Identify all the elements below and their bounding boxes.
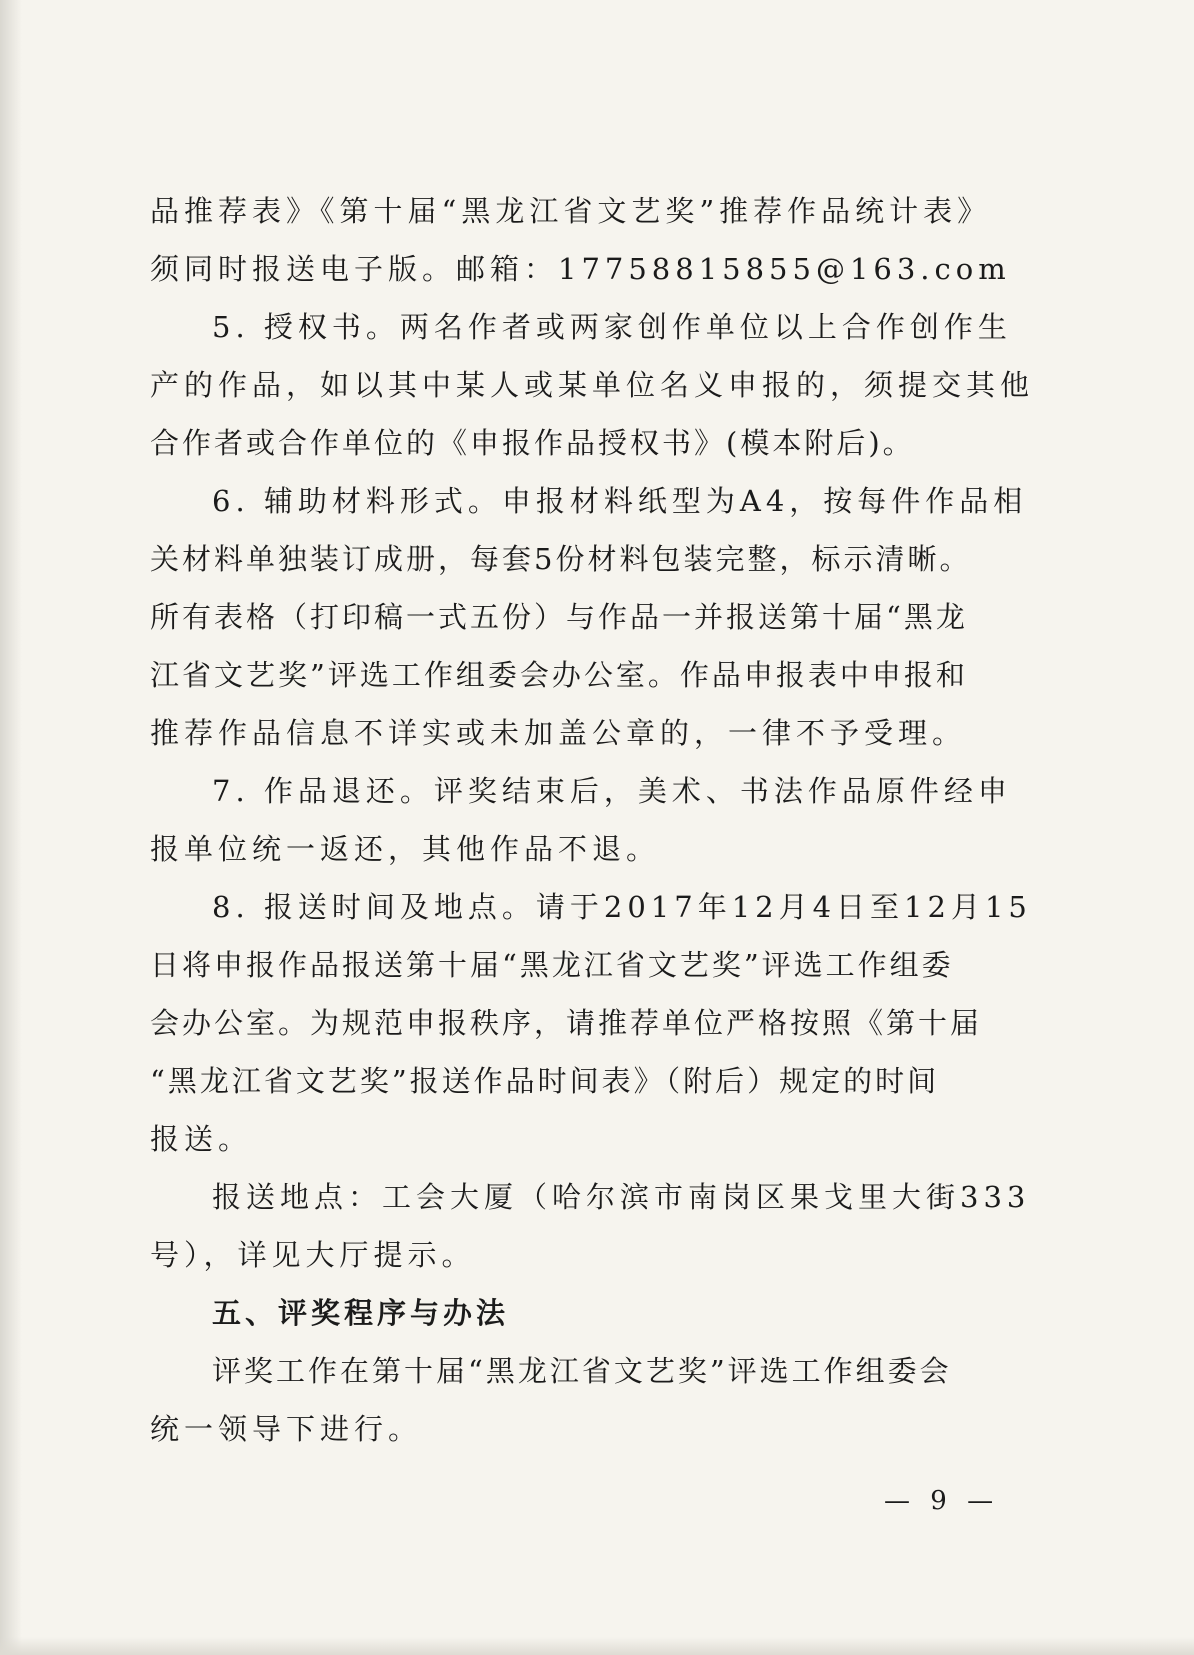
address-line: 报送地点：工会大厦（哈尔滨市南岗区果戈里大街333 [212, 1180, 1031, 1214]
page-number: — 9 — [884, 1486, 1000, 1516]
item-6-heading-line: 6. 辅助材料形式。申报材料纸型为A4，按每件作品相 [212, 484, 1028, 518]
text-line: 关材料单独装订成册，每套5份材料包装完整，标示清晰。 [150, 542, 972, 576]
text-line: 评奖工作在第十届“黑龙江省文艺奖”评选工作组委会 [212, 1354, 952, 1388]
text-line: 品推荐表》《第十届“黑龙江省文艺奖”推荐作品统计表》 [150, 194, 992, 228]
text-line: “黑龙江省文艺奖”报送作品时间表》（附后）规定的时间 [150, 1064, 940, 1098]
scan-edge-bottom [0, 1637, 1194, 1655]
text-line: 推荐作品信息不详实或未加盖公章的，一律不予受理。 [150, 716, 967, 750]
item-7-heading-line: 7. 作品退还。评奖结束后，美术、书法作品原件经申 [212, 774, 1012, 808]
text-line: 江省文艺奖”评选工作组委会办公室。作品申报表中申报和 [150, 658, 968, 692]
document-body [150, 182, 1035, 1458]
text-line: 所有表格（打印稿一式五份）与作品一并报送第十届“黑龙 [150, 600, 968, 634]
text-line: 合作者或合作单位的《申报作品授权书》(模本附后)。 [150, 426, 915, 460]
text-line: 号），详见大厅提示。 [150, 1238, 476, 1272]
section-5-heading: 五、评奖程序与办法 [212, 1296, 510, 1330]
email-line: 须同时报送电子版。邮箱：17758815855@163.com [150, 252, 1011, 286]
text-line: 日将申报作品报送第十届“黑龙江省文艺奖”评选工作组委 [150, 948, 954, 982]
text-line: 会办公室。为规范申报秩序，请推荐单位严格按照《第十届 [150, 1006, 983, 1040]
text-line: 统一领导下进行。 [150, 1412, 423, 1446]
text-line: 产的作品，如以其中某人或某单位名义申报的，须提交其他 [150, 368, 1035, 402]
item-5-heading-line: 5. 授权书。两名作者或两家创作单位以上合作创作生 [212, 310, 1012, 344]
item-8-heading-line: 8. 报送时间及地点。请于2017年12月4日至12月15 [212, 890, 1032, 924]
text-line: 报送。 [150, 1122, 253, 1156]
text-line: 报单位统一返还，其他作品不退。 [150, 832, 661, 866]
scan-edge-left [0, 0, 22, 1655]
